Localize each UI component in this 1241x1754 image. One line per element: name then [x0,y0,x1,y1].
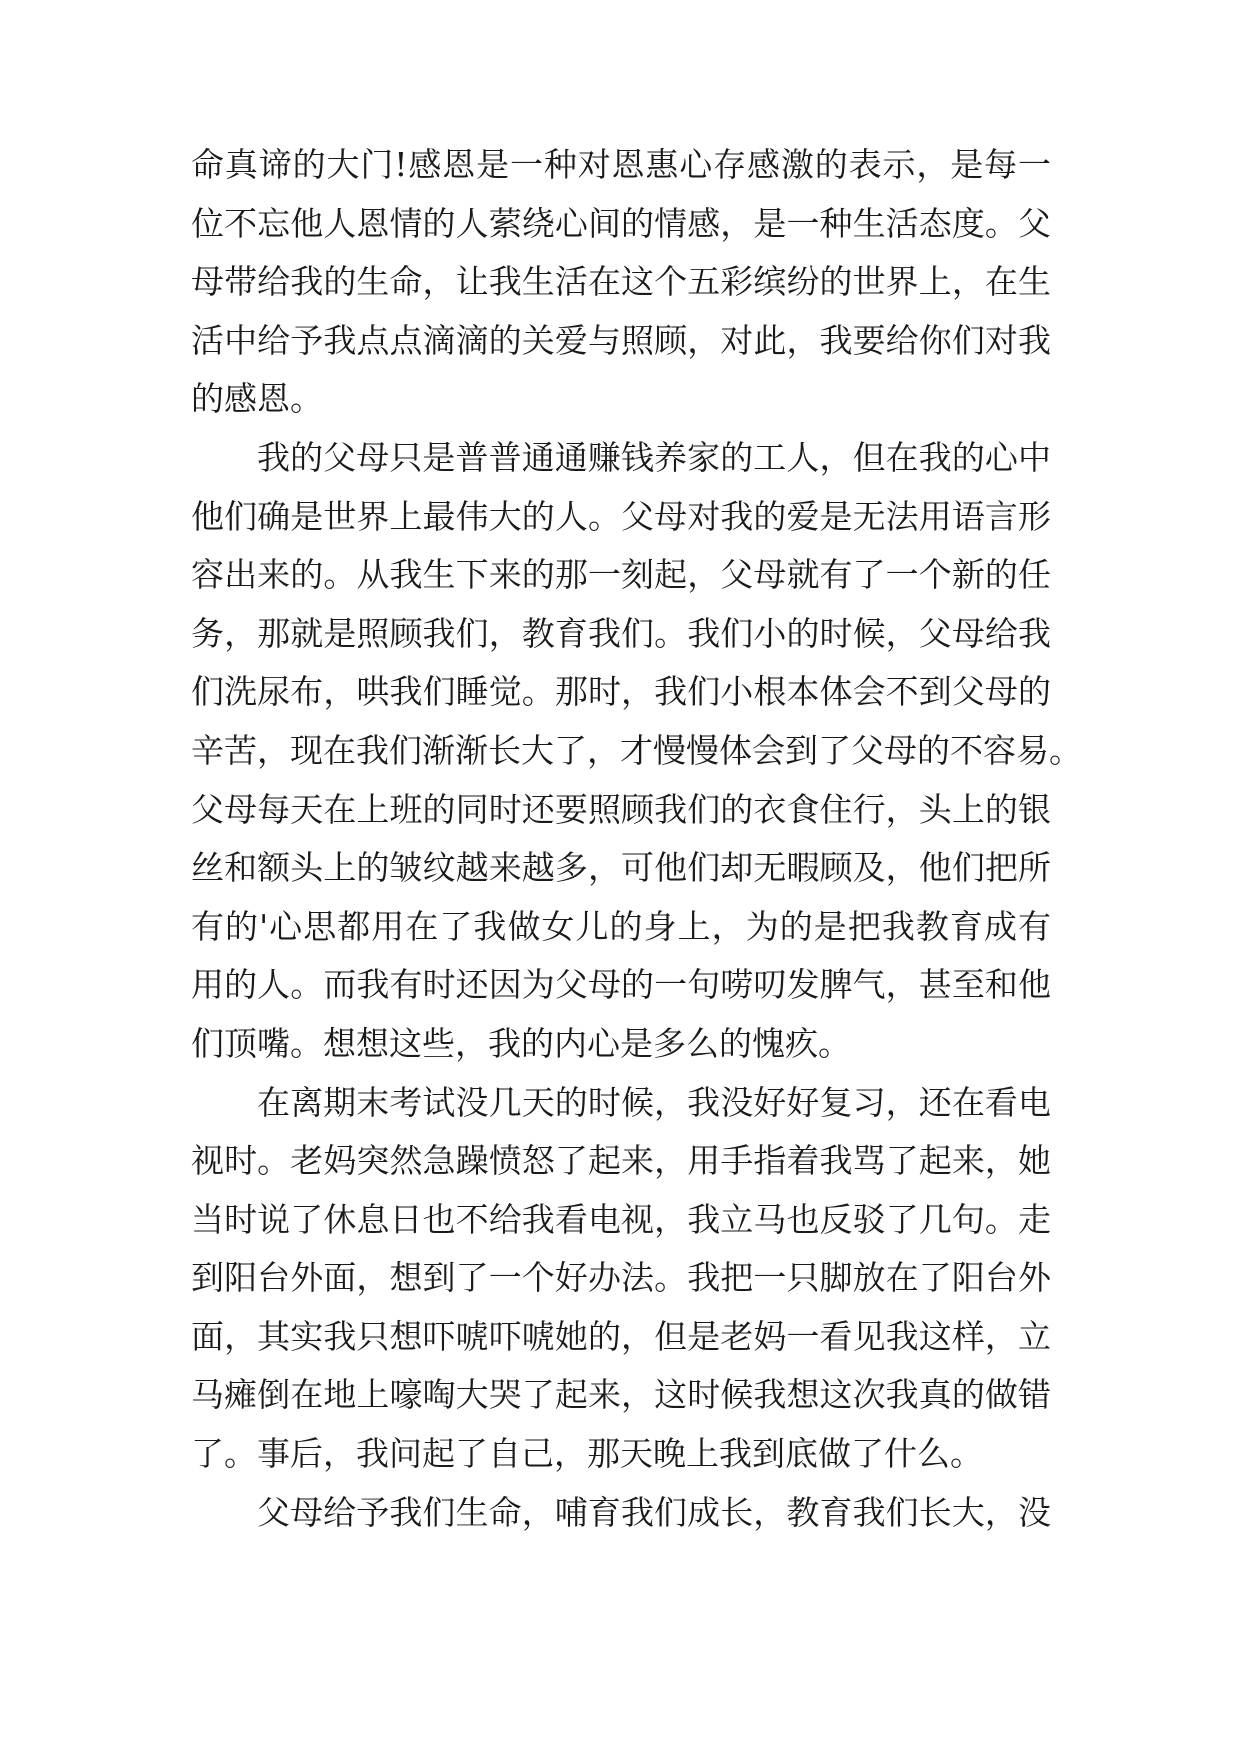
text-line: 他们确是世界上最伟大的人。父母对我的爱是无法用语言形 [191,496,1051,536]
text-line: 当时说了休息日也不给我看电视，我立马也反驳了几句。走 [191,1199,1051,1239]
text-line: 视时。老妈突然急躁愤怒了起来，用手指着我骂了起来，她 [191,1141,1051,1181]
text-line: 容出来的。从我生下来的那一刻起，父母就有了一个新的任 [191,555,1051,595]
paragraph-first-line: 在离期末考试没几天的时候，我没好好复习，还在看电 [257,1082,1051,1122]
text-line: 的感恩。 [191,379,323,419]
text-line: 位不忘他人恩情的人萦绕心间的情感，是一种生活态度。父 [191,203,1051,243]
text-line: 到阳台外面，想到了一个好办法。我把一只脚放在了阳台外 [191,1258,1051,1298]
text-line: 丝和额头上的皱纹越来越多，可他们却无暇顾及，他们把所 [191,848,1051,888]
text-line: 活中给予我点点滴滴的关爱与照顾，对此，我要给你们对我 [191,320,1051,360]
paragraph-first-line: 父母给予我们生命，哺育我们成长，教育我们长大，没 [257,1492,1051,1532]
text-line: 命真谛的大门!感恩是一种对恩惠心存感激的表示，是每一 [191,145,1051,184]
text-line: 有的'心思都用在了我做女儿的身上，为的是把我教育成有 [191,906,1051,946]
text-line: 了。事后，我问起了自己，那天晚上我到底做了什么。 [191,1434,983,1474]
text-line: 们洗尿布，哄我们睡觉。那时，我们小根本体会不到父母的 [191,672,1051,712]
text-line: 们顶嘴。想想这些，我的内心是多么的愧疚。 [191,1023,851,1063]
text-line: 父母每天在上班的同时还要照顾我们的衣食住行，头上的银 [191,789,1051,829]
text-line: 用的人。而我有时还因为父母的一句唠叨发脾气，甚至和他 [191,965,1051,1005]
document-body [191,136,1082,1542]
paragraph-first-line: 我的父母只是普普通通赚钱养家的工人，但在我的心中 [257,437,1051,477]
text-line: 辛苦，现在我们渐渐长大了，才慢慢体会到了父母的不容易。 [191,730,1082,770]
text-line: 马瘫倒在地上嚎啕大哭了起来，这时候我想这次我真的做错 [191,1375,1051,1415]
text-line: 母带给我的生命，让我生活在这个五彩缤纷的世界上，在生 [191,262,1051,302]
text-line: 务，那就是照顾我们，教育我们。我们小的时候，父母给我 [191,613,1051,653]
text-line: 面，其实我只想吓唬吓唬她的，但是老妈一看见我这样，立 [191,1316,1051,1356]
